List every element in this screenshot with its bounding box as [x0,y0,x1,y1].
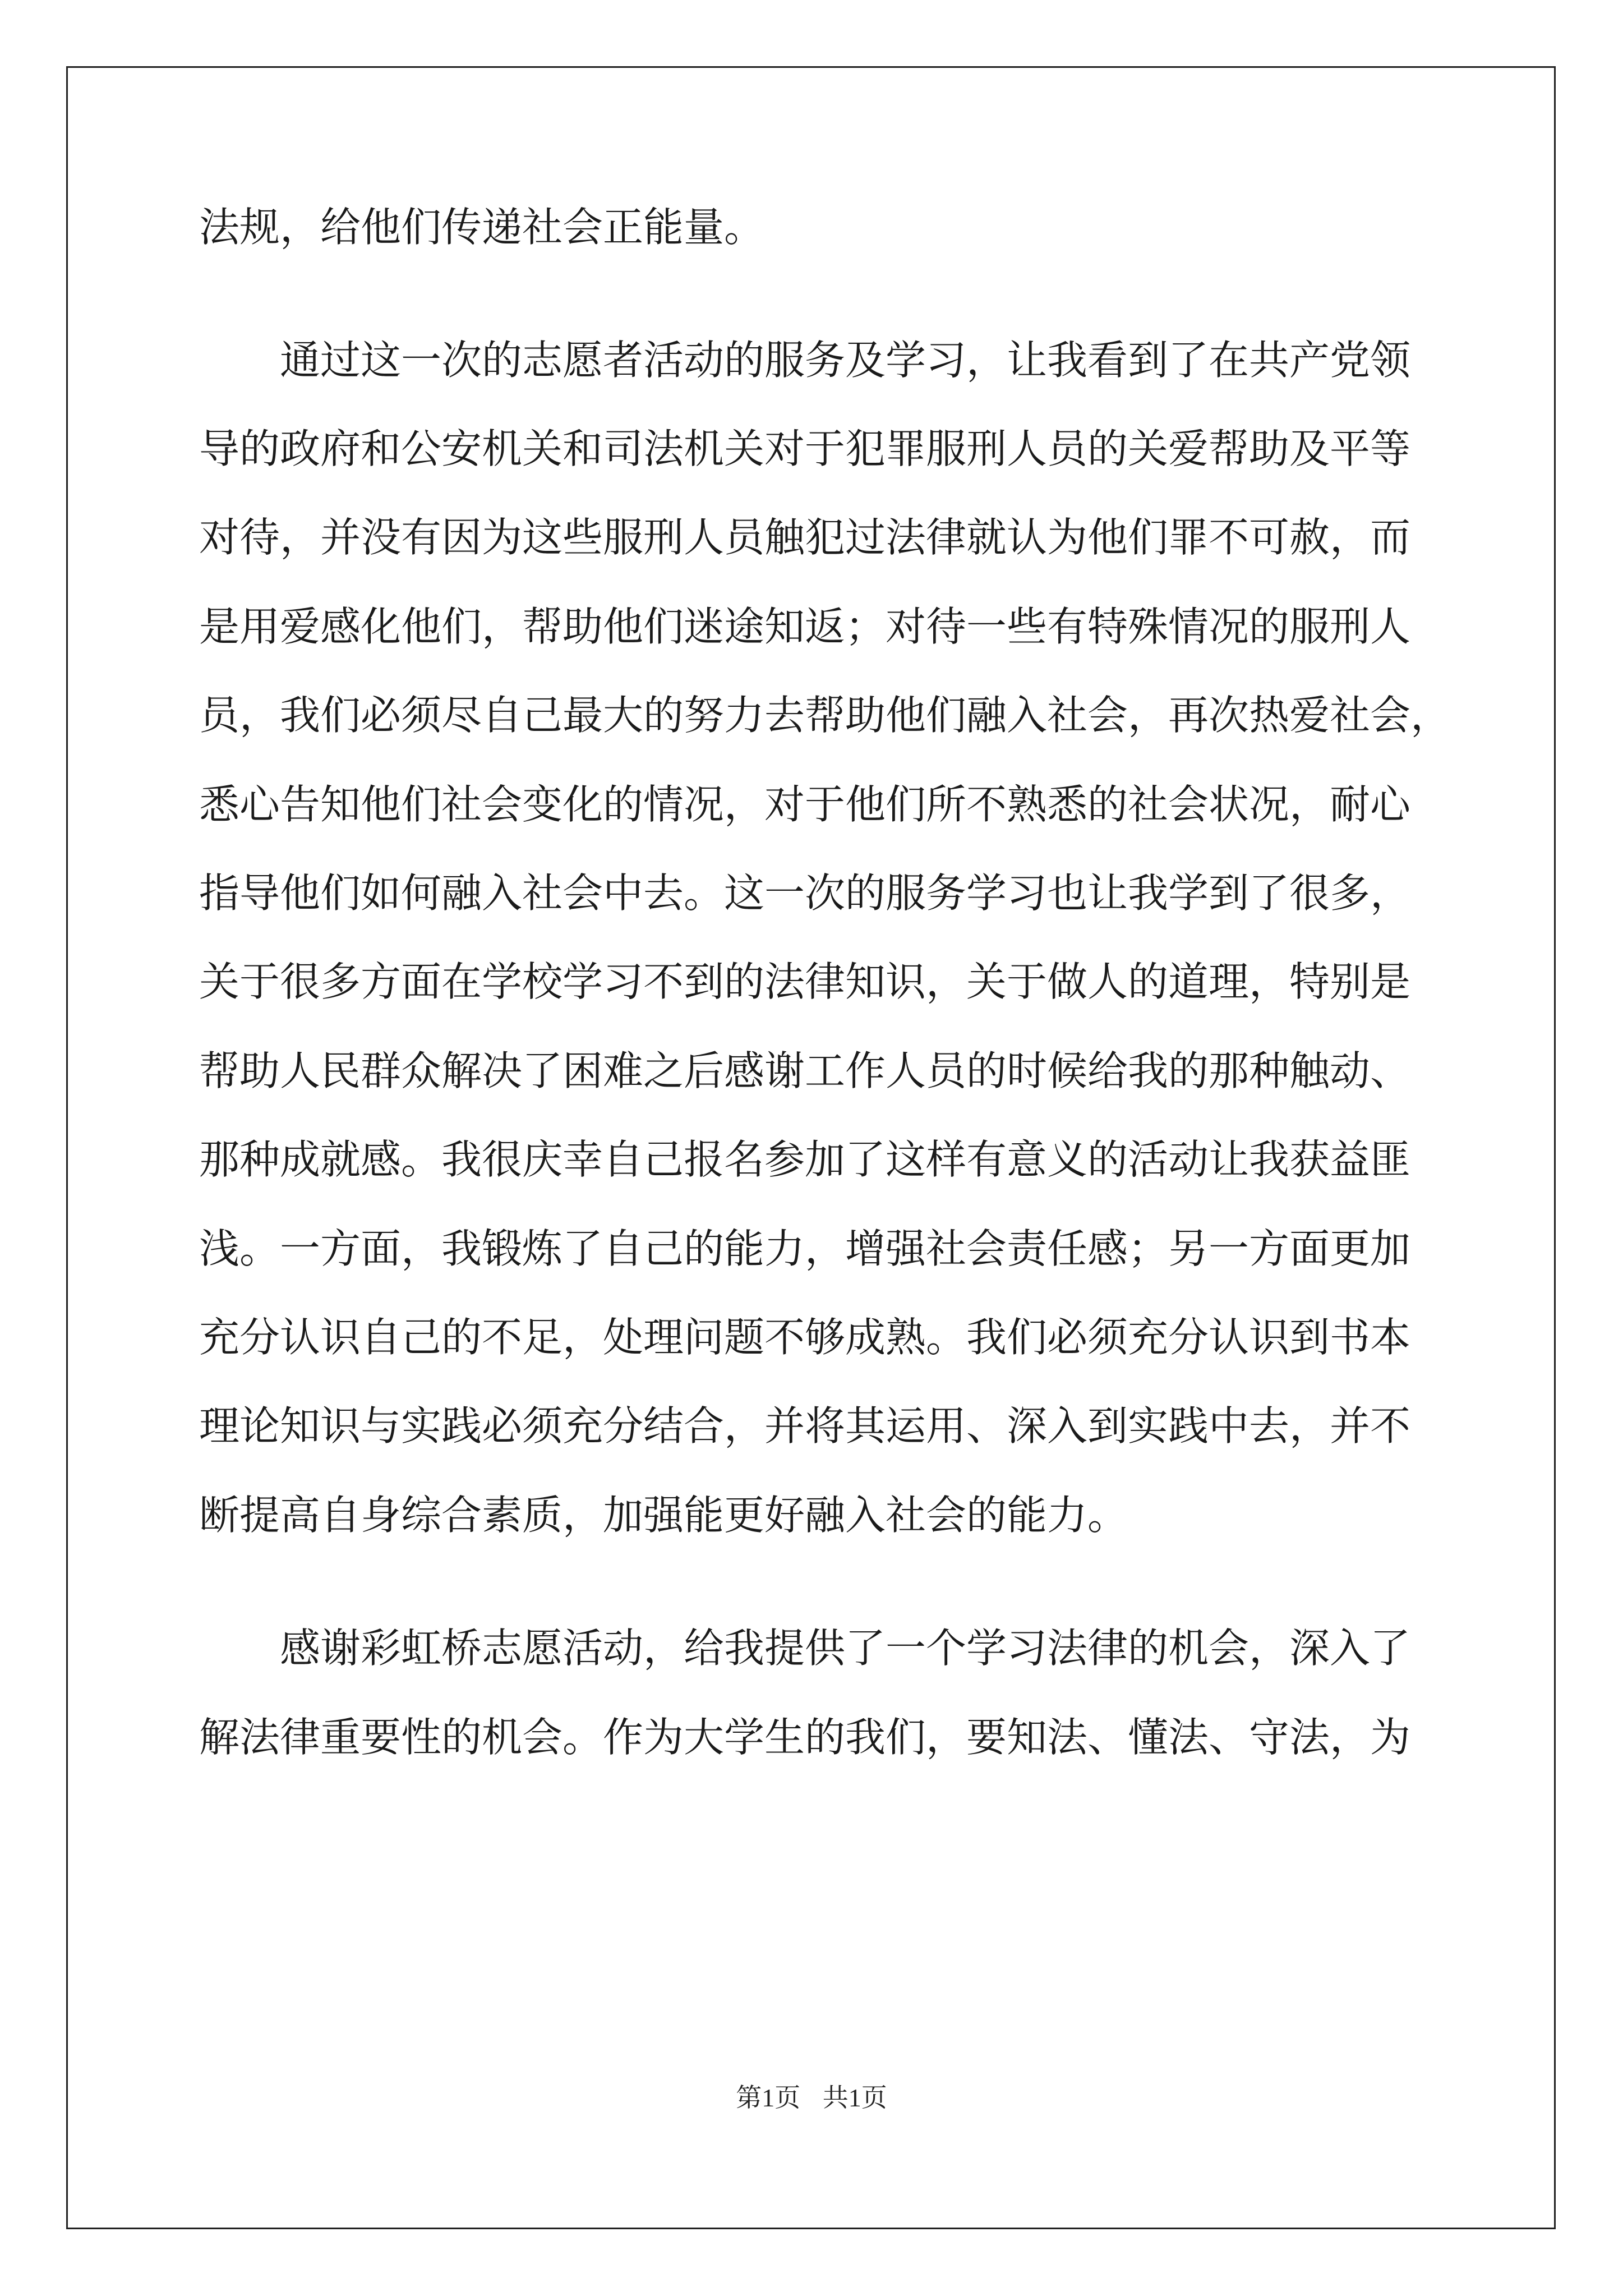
paragraph-line: 浅。一方面，我锻炼了自己的能力，增强社会责任感；另一方面更加 [199,1225,1411,1272]
paragraph-line: 通过这一次的志愿者活动的服务及学习，让我看到了在共产党领 [280,337,1411,384]
paragraph-line: 是用爱感化他们，帮助他们迷途知返；对待一些有特殊情况的服刑人 [199,603,1411,650]
page-total: 共1页 [822,2083,887,2112]
paragraph-line: 法规，给他们传递社会正能量。 [199,204,765,251]
paragraph-line: 指导他们如何融入社会中去。这一次的服务学习也让我学到了很多， [199,869,1411,917]
page-footer [0,2081,1623,2115]
paragraph-line: 感谢彩虹桥志愿活动，给我提供了一个学习法律的机会，深入了 [280,1625,1411,1672]
paragraph-line: 充分认识自己的不足，处理问题不够成熟。我们必须充分认识到书本 [199,1314,1411,1361]
paragraph-line: 理论知识与实践必须充分结合，并将其运用、深入到实践中去，并不 [199,1402,1411,1450]
paragraph-line: 断提高自身综合素质，加强能更好融入社会的能力。 [199,1492,1128,1539]
paragraph-line: 导的政府和公安机关和司法机关对于犯罪服刑人员的关爱帮助及平等 [199,425,1411,472]
paragraph-line: 对待，并没有因为这些服刑人员触犯过法律就认为他们罪不可赦，而 [199,514,1411,561]
paragraph-line: 解法律重要性的机会。作为大学生的我们，要知法、懂法、守法，为 [199,1714,1411,1761]
paragraph-line: 悉心告知他们社会变化的情况，对于他们所不熟悉的社会状况，耐心 [199,781,1411,828]
paragraph-line: 帮助人民群众解决了困难之后感谢工作人员的时候给我的那种触动、 [199,1047,1411,1094]
paragraph-line: 关于很多方面在学校学习不到的法律知识，关于做人的道理，特别是 [199,958,1411,1005]
page-number: 第1页 [736,2083,801,2112]
paragraph-line: 那种成就感。我很庆幸自己报名参加了这样有意义的活动让我获益匪 [199,1136,1411,1183]
paragraph-line: 员，我们必须尽自己最大的努力去帮助他们融入社会，再次热爱社会， [199,692,1451,739]
